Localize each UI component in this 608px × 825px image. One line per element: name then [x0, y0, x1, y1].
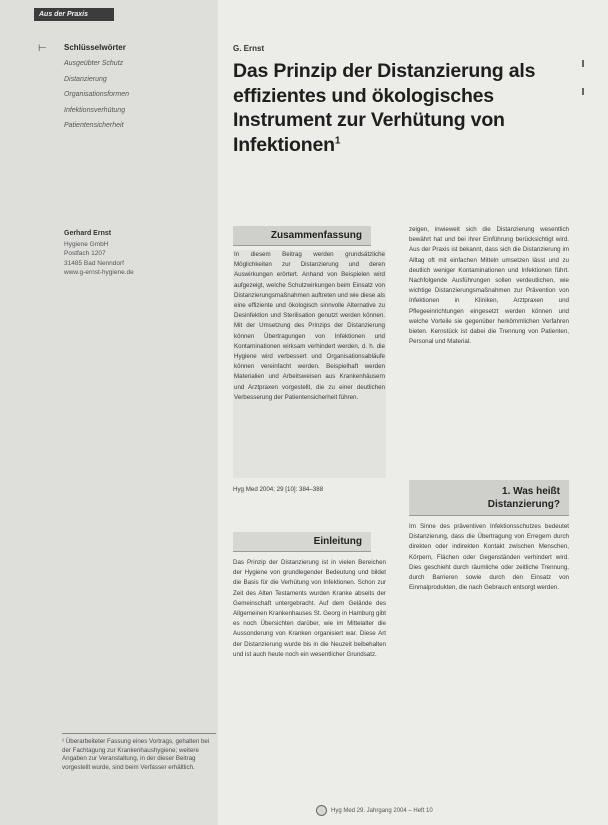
author-contact-link[interactable]: www.g-ernst-hygiene.de — [64, 268, 134, 276]
scan-artifact — [582, 60, 584, 67]
section-1-heading-line2: Distanzierung? — [487, 499, 560, 510]
scan-artifact — [582, 88, 584, 95]
einleitung-heading: Einleitung — [233, 532, 371, 552]
keyword-item: Distanzierung — [64, 75, 107, 83]
article-title-text: Das Prinzip der Distanzierung als effizientes und ökologisches Instrument zur Verhütung von Infektionen — [233, 60, 536, 156]
footer-text: Hyg Med 29. Jahrgang 2004 – Heft 10 — [331, 807, 433, 814]
keyword-item: Organisationsformen — [64, 91, 129, 98]
summary-heading: Zusammenfassung — [233, 226, 371, 246]
sidebar — [0, 0, 218, 825]
section-1-heading — [409, 480, 569, 516]
author-contact-line: 31485 Bad Nenndorf — [64, 259, 124, 267]
keywords-title: Schlüsselwörter — [64, 43, 126, 52]
author-contact-name: Gerhard Ernst — [64, 230, 112, 237]
article-title — [233, 59, 573, 157]
journal-logo-icon — [316, 805, 327, 816]
article-author: G. Ernst — [233, 44, 265, 53]
right-column-text: zeigen, inwieweit sich die Distanzierung wesentlich bewährt hat und bei ihrer Einführung berücksichtigt wird. Aus der Praxis ist bekannt, dass sich die Distanzierung im Alltag oft mit einfachen Mitteln umsetzen lässt und zu deutlich weniger Kontaminationen und Infektionen führt. Nachfolgende Ausführungen sollen verdeutlichen, wie wichtige Distanzierungsmaßnahmen zur Prävention von Infektionen in Kliniken, Arztpraxen und Pflegeeinrichtungen eingesetzt werden können und welche Vorteile sie gegenüber herkömmlichen Verfahren bieten. Kernstück ist dabei die Trennung von Patienten, Personal und Material. — [409, 226, 569, 346]
arrow-right-icon: ⊢ — [38, 43, 47, 54]
footnote: ¹ Überarbeiteter Fassung eines Vortrags, gehalten bei der Fachtagung zur Krankenhaushygiene; weitere Angaben zur Veranstaltung, in der dieser Beitrag vorgestellt wurde, sind beim Verfasser erhältlich. — [62, 733, 216, 773]
keywords-list — [64, 58, 214, 136]
title-footnote-mark: 1 — [334, 135, 341, 146]
einleitung-body: Das Prinzip der Distanzierung ist in vielen Bereichen der Hygiene von grundlegender Bedeutung und bildet die Basis für die Verhütung von Infektionen. Schon zur Zeit des Alten Testaments wurden Kranke abseits der Gemeinschaft untergebracht. Auf dem Gelände des Allgemeinen Krankenhauses St. Georg in Hamburg gibt es noch Übersichten darüber, wie im Mittelalter die Aussonderung von Kranken organisiert war. Diese Art der Distanzierung wurde bis in die Neuzeit beibehalten und ist auch heute noch ein wesentlicher Grundsatz. — [233, 559, 386, 658]
author-contact-line: Hygiene GmbH — [64, 241, 109, 248]
page-footer — [316, 805, 433, 816]
summary-reference: Hyg Med 2004; 29 [10]: 384–388 — [233, 486, 324, 493]
author-contact-line: Postfach 1207 — [64, 250, 106, 258]
keyword-item: Patientensicherheit — [64, 122, 124, 129]
section-1-heading-line1: 1. Was heißt — [502, 486, 560, 497]
keyword-item: Infektionsverhütung — [64, 106, 126, 114]
section-1-body: Im Sinne des präventiven Infektionsschutzes bedeutet Distanzierung, dass die Übertragung von Erregern durch direkten oder indirekten Kontakt zwischen Menschen, Körpern, Flächen oder Gegenständen verhindert wird. Dies geschieht durch räumliche oder zeitliche Trennung, durch Barrieren sowie durch den Einsatz von Einmalprodukten, die nach Gebrauch entsorgt werden. — [409, 523, 569, 592]
keyword-item: Ausgeübter Schutz — [64, 60, 124, 67]
section-tag: Aus der Praxis — [34, 8, 114, 21]
summary-body: In diesem Beitrag werden grundsätzliche Möglichkeiten zur Distanzierung und deren Auswirkungen erörtert. Anhand von Beispielen wird aufgezeigt, welche Schutzwirkungen beim Einsatz von Distanzierungsmaßnahmen auftreten und wie diese als eine effiziente und ökologisch sinnvolle Alternative zu Desinfektion und Sterilisation genutzt werden können. Mit der Umsetzung des Prinzips der Distanzierung können Übertragungen von Infektionen und Kontaminationen wirksam verhindert werden, d. h. die Hygiene wird verbessert und Organisationsabläufe können vereinfacht werden. Beispielhaft werden Materialien und Arbeitsweisen aus Krankenhäusern und Arztpraxen vorgestellt, die zu einer deutlichen Verbesserung der Patientensicherheit führen. — [233, 250, 386, 478]
author-contact — [64, 230, 214, 277]
